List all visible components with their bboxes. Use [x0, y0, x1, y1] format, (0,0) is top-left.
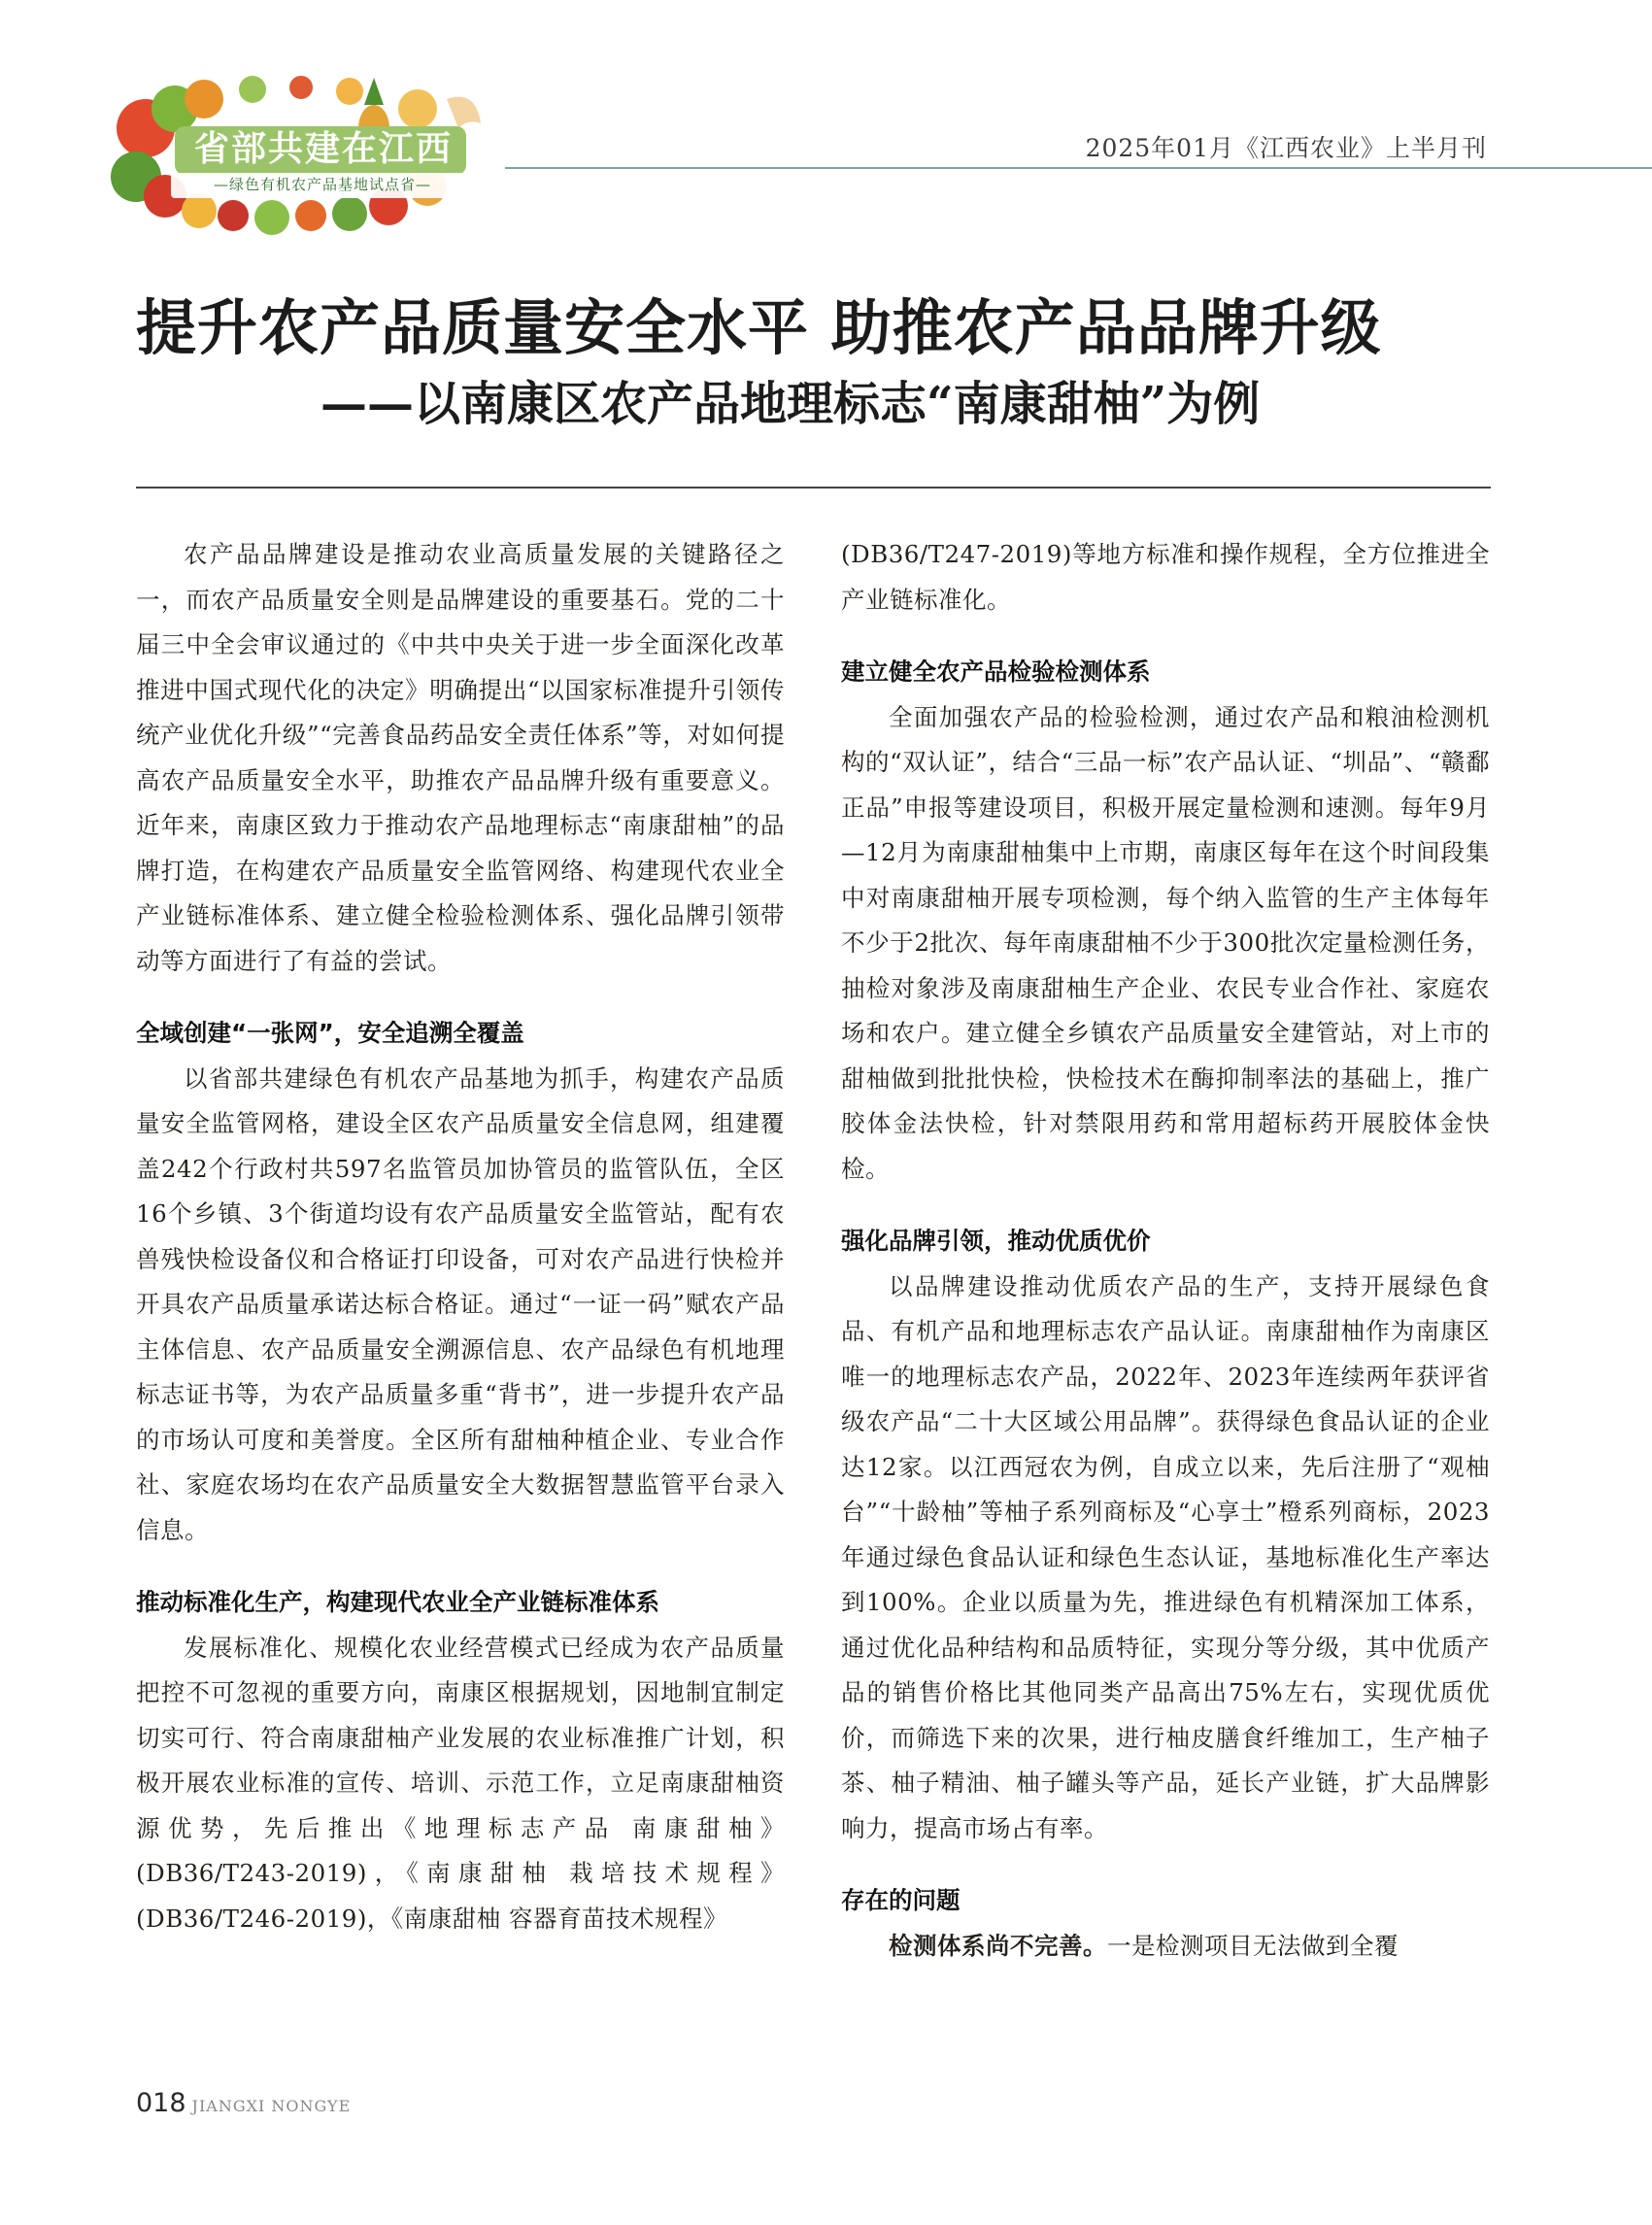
paragraph-text: 一是检测项目无法做到全覆	[1107, 1931, 1399, 1960]
section-heading: 全域创建“一张网”，安全追溯全覆盖	[136, 1019, 524, 1047]
header-divider	[505, 167, 1652, 169]
section-heading: 建立健全农产品检验检测体系	[841, 657, 1151, 686]
logo-subtitle: —绿色有机农产品基地试点省—	[213, 176, 431, 193]
article-subtitle: ——以南康区农产品地理标志“南康甜柚”为例	[320, 377, 1261, 431]
issue-label: 2025年01月《江西农业》上半月刊	[1085, 134, 1487, 162]
magazine-brand: JIANGXI NONGYE	[191, 2097, 352, 2115]
magazine-logo	[107, 70, 495, 235]
page-footer	[136, 2088, 351, 2118]
right-column	[841, 532, 1490, 1969]
body-paragraph: 以省部共建绿色有机农产品基地为抓手，构建农产品质量安全监管网格，建设全区农产品质量安全信息网，组建覆盖242个行政村共597名监管员加协管员的监管队伍，全区16个乡镇、3个街道均设有农产品质量安全监管站，配有农兽残快检设备仪和合格证打印设备，可对农产品进行快检并开具农产品质量承诺达标合格证。通过“一证一码”赋农产品主体信息、农产品质量安全溯源信息、农产品绿色有机地理标志证书等，为农产品质量多重“背书”，进一步提升农产品的市场认可度和美誉度。全区所有甜柚种植企业、专业合作社、家庭农场均在农产品质量安全大数据智慧监管平台录入信息。	[136, 1063, 785, 1544]
body-paragraph: 发展标准化、规模化农业经营模式已经成为农产品质量把控不可忽视的重要方向，南康区根据规划，因地制宜制定切实可行、符合南康甜柚产业发展的农业标准推广计划，积极开展农业标准的宣传、培训、示范工作，立足南康甜柚资源优势，先后推出《地理标志产品 南康甜柚》(DB36/T243-2019)，《南康甜柚 栽培技术规程》(DB36/T246-2019)，《南康甜柚 容器育苗技术规程》	[136, 1633, 785, 1933]
paragraph-lead: 检测体系尚不完善。	[889, 1931, 1107, 1960]
body-paragraph: 全面加强农产品的检验检测，通过农产品和粮油检测机构的“双认证”，结合“三品一标”农产品认证、“圳品”、“赣鄱正品”申报等建设项目，积极开展定量检测和速测。每年9月—12月为南康甜柚集中上市期，南康区每年在这个时间段集中对南康甜柚开展专项检测，每个纳入监管的生产主体每年不少于2批次、每年南康甜柚不少于300批次定量检测任务，抽检对象涉及南康甜柚生产企业、农民专业合作社、家庭农场和农户。建立健全乡镇农产品质量安全建管站，对上市的甜柚做到批批快检，快检技术在酶抑制率法的基础上，推广胶体金法快检，针对禁限用药和常用超标药开展胶体金快检。	[841, 702, 1490, 1183]
intro-paragraph: 农产品品牌建设是推动农业高质量发展的关键路径之一，而农产品质量安全则是品牌建设的重要基石。党的二十届三中全会审议通过的《中共中央关于进一步全面深化改革 推进中国式现代化的决定》明确提出“以国家标准提升引领传统产业优化升级”“完善食品药品安全责任体系”等，对如何提高农产品质量安全水平，助推农产品品牌升级有重要意义。近年来，南康区致力于推动农产品地理标志“南康甜柚”的品牌打造，在构建农产品质量安全监管网络、构建现代农业全产业链标准体系、建立健全检验检测体系、强化品牌引领带动等方面进行了有益的尝试。	[136, 540, 785, 975]
body-paragraph	[841, 1924, 1490, 1970]
body-paragraph: 以品牌建设推动优质农产品的生产，支持开展绿色食品、有机产品和地理标志农产品认证。南康甜柚作为南康区唯一的地理标志农产品，2022年、2023年连续两年获评省级农产品“二十大区域公用品牌”。获得绿色食品认证的企业达12家。以江西冠农为例，自成立以来，先后注册了“观柚台”“十龄柚”等柚子系列商标及“心享士”橙系列商标，2023年通过绿色食品认证和绿色生态认证，基地标准化生产率达到100%。企业以质量为先，推进绿色有机精深加工体系，通过优化品种结构和品质特征，实现分等分级，其中优质产品的销售价格比其他同类产品高出75%左右，实现优质优价，而筛选下来的次果，进行柚皮膳食纤维加工，生产柚子茶、柚子精油、柚子罐头等产品，延长产业链，扩大品牌影响力，提高市场占有率。	[841, 1271, 1490, 1842]
page-number: 018	[136, 2088, 186, 2118]
section-heading: 推动标准化生产，构建现代农业全产业链标准体系	[136, 1588, 659, 1616]
article-title: 提升农产品质量安全水平 助推农产品品牌升级	[136, 292, 1382, 363]
left-column	[136, 532, 785, 1941]
title-divider	[136, 487, 1491, 489]
body-paragraph-continued: (DB36/T247-2019)等地方标准和操作规程，全方位推进全产业链标准化。	[841, 540, 1490, 614]
section-heading: 强化品牌引领，推动优质优价	[841, 1227, 1151, 1255]
section-heading: 存在的问题	[841, 1886, 961, 1914]
logo-title: 省部共建在江西	[193, 129, 453, 169]
